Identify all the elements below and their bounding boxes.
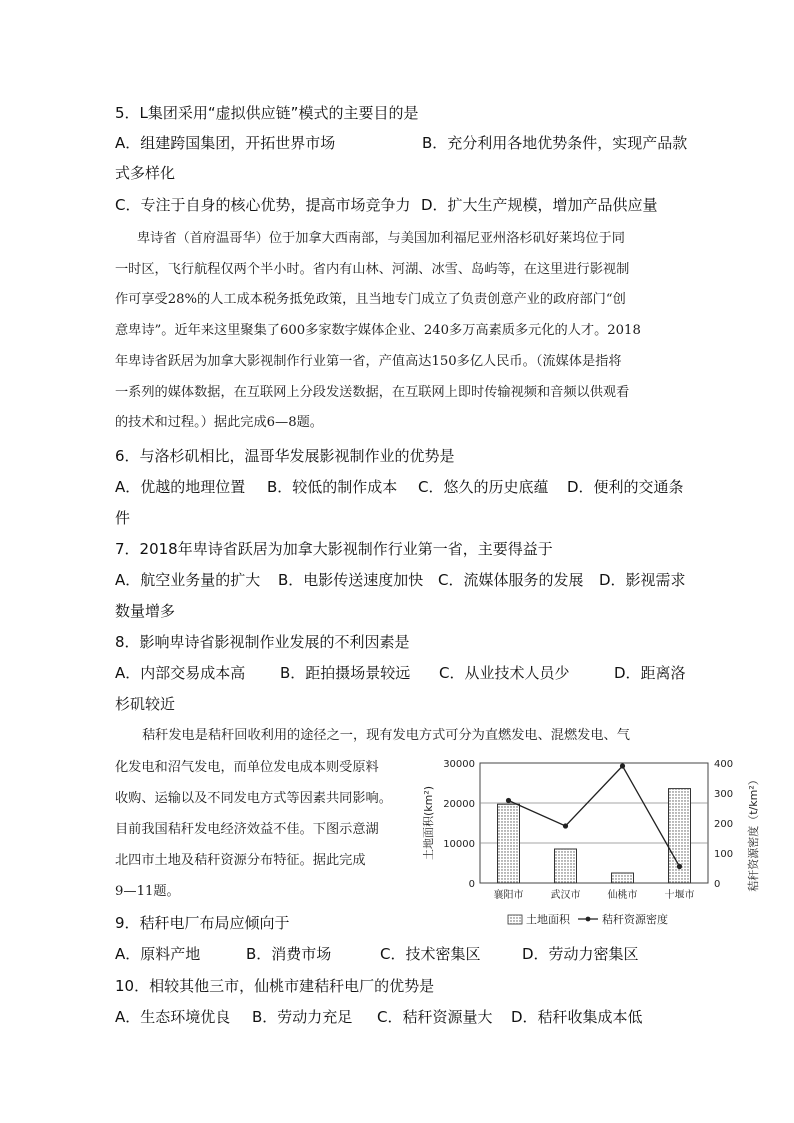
passage-line: 收购、运输以及不同发电方式等因素共同影响。: [115, 791, 392, 806]
right-axis-title: 秸秆资源密度（t/km²）: [747, 774, 760, 892]
q10-option-b[interactable]: B．劳动力充足: [252, 1008, 353, 1026]
left-tick-label: 0: [468, 879, 475, 890]
q5-option-d[interactable]: D．扩大生产规模，增加产品供应量: [421, 196, 658, 214]
q6-option-b[interactable]: B．较低的制作成本: [267, 478, 398, 496]
q6-option-d-continued: 件: [115, 509, 131, 527]
passage-line: 一系列的媒体数据，在互联网上分段发送数据，在互联网上即时传输视频和音频以供观看: [115, 385, 630, 400]
category-label: 武汉市: [550, 890, 581, 901]
q10-stem: 10．相较其他三市，仙桃市建秸秆电厂的优势是: [115, 977, 435, 995]
category-label: 襄阳市: [493, 890, 524, 901]
q9-stem: 9．秸秆电厂布局应倾向于: [115, 914, 290, 932]
right-tick-label: 200: [714, 819, 734, 830]
q7-option-a[interactable]: A．航空业务量的扩大: [115, 571, 261, 589]
legend-swatch-point: [586, 917, 591, 922]
q8-option-d[interactable]: D．距离洛: [614, 664, 686, 682]
legend-label-land: 土地面积: [526, 913, 570, 926]
q10-option-a[interactable]: A．生态环境优良: [115, 1008, 231, 1026]
point-straw-density: [677, 864, 682, 869]
q10-option-d[interactable]: D．秸秆收集成本低: [511, 1008, 643, 1026]
q6-stem: 6．与洛杉矶相比，温哥华发展影视制作业的优势是: [115, 447, 455, 465]
q10-option-c[interactable]: C．秸秆资源量大: [377, 1008, 493, 1026]
category-label: 十堰市: [664, 890, 695, 901]
q5-option-b[interactable]: B．充分利用各地优势条件，实现产品款: [422, 134, 688, 152]
right-tick-label: 400: [714, 759, 734, 770]
legend-label-density: 秸秆资源密度: [602, 913, 668, 926]
passage-line: 作可享受28%的人工成本税务抵免政策，且当地专门成立了负责创意产业的政府部门“创: [115, 292, 626, 307]
q9-option-b[interactable]: B．消费市场: [246, 945, 332, 963]
left-tick-label: 20000: [443, 799, 475, 810]
right-tick-label: 0: [714, 879, 721, 890]
left-axis-title: 土地面积(km²): [422, 785, 435, 861]
passage-line: 北四市土地及秸秆资源分布特征。据此完成: [115, 853, 366, 868]
right-tick-label: 100: [714, 849, 734, 860]
left-tick-label: 10000: [443, 839, 475, 850]
q7-option-d-continued: 数量增多: [115, 602, 176, 620]
bar-land-area: [612, 873, 634, 883]
passage-line: 年卑诗省跃居为加拿大影视制作行业第一省，产值高达150多亿人民币。（流媒体是指将: [115, 354, 622, 369]
passage-line: 一时区，飞行航程仅两个半小时。省内有山林、河湖、冰雪、岛屿等，在这里进行影视制: [115, 262, 630, 277]
q7-option-d[interactable]: D．影视需求: [599, 571, 686, 589]
passage-line: 化发电和沼气发电，而单位发电成本则受原料: [115, 760, 379, 775]
q7-option-c[interactable]: C．流媒体服务的发展: [438, 571, 584, 589]
legend-swatch-bar: [508, 915, 522, 924]
q6-option-a[interactable]: A．优越的地理位置: [115, 478, 246, 496]
q9-option-d[interactable]: D．劳动力密集区: [522, 945, 639, 963]
bar-land-area: [555, 849, 577, 883]
left-tick-label: 30000: [443, 759, 475, 770]
q7-option-b[interactable]: B．电影传送速度加快: [278, 571, 424, 589]
q5-option-a[interactable]: A．组建跨国集团，开拓世界市场: [115, 134, 336, 152]
passage-line: 9—11题。: [115, 884, 180, 899]
q5-stem: 5．L集团采用“虚拟供应链”模式的主要目的是: [115, 104, 419, 122]
line-straw-density: [509, 766, 680, 867]
q9-option-a[interactable]: A．原料产地: [115, 945, 201, 963]
point-straw-density: [620, 763, 625, 768]
q8-option-a[interactable]: A．内部交易成本高: [115, 664, 246, 682]
q7-stem: 7．2018年卑诗省跃居为加拿大影视制作行业第一省，主要得益于: [115, 540, 553, 558]
q6-option-d[interactable]: D．便利的交通条: [567, 478, 684, 496]
point-straw-density: [563, 823, 568, 828]
q6-option-c[interactable]: C．悠久的历史底蕴: [418, 478, 549, 496]
passage-line: 秸秆发电是秸秆回收利用的途径之一，现有发电方式可分为直燃发电、混燃发电、气: [142, 728, 630, 743]
passage-line: 意卑诗”。近年来这里聚集了600多家数字媒体企业、240多万高素质多元化的人才。2018: [115, 323, 641, 338]
passage-line: 卑诗省（首府温哥华）位于加拿大西南部，与美国加利福尼亚州洛杉矶好莱坞位于同: [137, 231, 625, 246]
passage-line: 目前我国秸秆发电经济效益不佳。下图示意湖: [115, 822, 379, 837]
passage-line: 的技术和过程。）据此完成6—8题。: [115, 415, 323, 430]
point-straw-density: [506, 798, 511, 803]
q5-option-b-continued: 式多样化: [115, 164, 176, 182]
land-straw-chart: [420, 755, 770, 940]
q9-option-c[interactable]: C．技术密集区: [380, 945, 481, 963]
q8-option-d-continued: 杉矶较近: [115, 695, 176, 713]
category-label: 仙桃市: [607, 890, 638, 901]
q8-option-c[interactable]: C．从业技术人员少: [439, 664, 570, 682]
q5-option-c[interactable]: C．专注于自身的核心优势，提高市场竞争力: [115, 196, 411, 214]
bar-land-area: [498, 804, 520, 883]
q8-option-b[interactable]: B．距拍摄场景较远: [280, 664, 411, 682]
right-tick-label: 300: [714, 789, 734, 800]
q8-stem: 8．影响卑诗省影视制作业发展的不利因素是: [115, 633, 410, 651]
